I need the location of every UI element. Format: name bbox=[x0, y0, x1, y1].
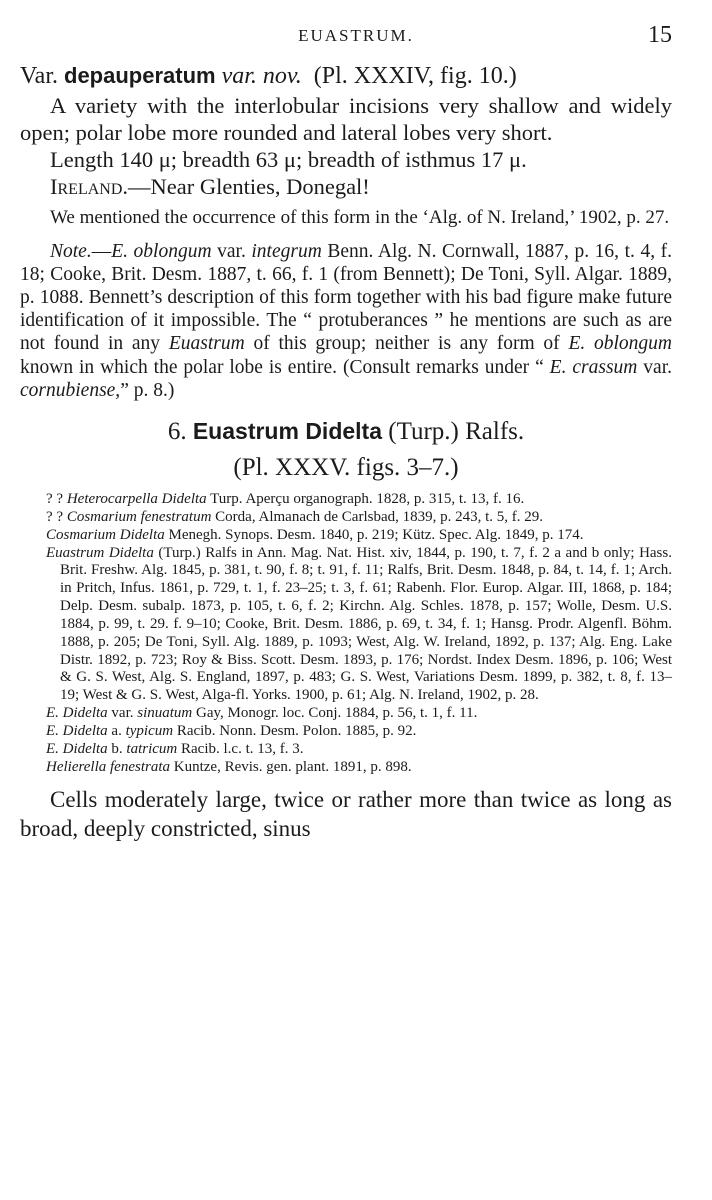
note-paragraph bbox=[20, 240, 672, 402]
variety-mention: We mentioned the occurrence of this form in the ‘Alg. of N. Ireland,’ 1902, p. 27. bbox=[50, 207, 670, 229]
synonymy-taxon: E. Didelta bbox=[46, 705, 108, 722]
synonymy-taxon: Euastrum Didelta bbox=[46, 544, 154, 561]
synonymy-citation: Racib. Nonn. Desm. Polon. 1885, p. 92. bbox=[173, 722, 417, 739]
variety-name: depauperatum bbox=[64, 63, 216, 88]
note-taxon: integrum bbox=[251, 240, 322, 262]
synonymy-entry bbox=[20, 741, 672, 759]
synonymy-citation: Racib. l.c. t. 13, f. 3. bbox=[177, 740, 304, 757]
synonymy-taxon: E. Didelta bbox=[46, 722, 108, 739]
synonymy-citation: a. bbox=[107, 722, 126, 739]
synonymy-taxon: Cosmarium fenestratum bbox=[66, 508, 212, 525]
locality-text: —Near Glenties, Donegal! bbox=[128, 174, 370, 200]
synonymy-citation: Corda, Almanach de Carlsbad, 1839, p. 243, t. 5, f. 29. bbox=[211, 508, 544, 525]
note-text: var. bbox=[211, 240, 252, 262]
locality-label: Ireland. bbox=[50, 174, 129, 200]
synonymy-list bbox=[20, 491, 672, 777]
variety-locality bbox=[20, 173, 672, 200]
synonymy-entry bbox=[20, 527, 672, 545]
synonymy-mark: ? ? bbox=[46, 508, 67, 525]
variety-prefix: Var. bbox=[20, 63, 64, 89]
note-text: ” p. 8.) bbox=[120, 379, 175, 401]
note-text: known in which the polar lobe is entire. (Consult remarks under “ bbox=[20, 356, 550, 378]
note-taxon: cornubiense, bbox=[20, 379, 121, 401]
synonymy-entry bbox=[20, 723, 672, 741]
synonymy-citation: var. bbox=[107, 705, 138, 722]
synonymy-taxon: typicum bbox=[125, 722, 174, 739]
species-heading bbox=[20, 416, 672, 449]
synonymy-entry bbox=[20, 759, 672, 777]
species-name: Euastrum Didelta bbox=[192, 417, 382, 444]
page-number: 15 bbox=[648, 22, 672, 48]
synonymy-taxon: Cosmarium Didelta bbox=[46, 526, 165, 543]
synonymy-taxon: Heterocarpella Didelta bbox=[66, 490, 207, 507]
note-taxon: E. oblongum bbox=[111, 240, 212, 262]
species-number: 6. bbox=[167, 417, 193, 445]
note-taxon: E. oblongum bbox=[568, 333, 672, 355]
note-dash: — bbox=[91, 240, 112, 262]
species-description: Cells moderately large, twice or rather more than twice as long as broad, deeply constricted, sinus bbox=[20, 787, 672, 841]
variety-plate-ref: (Pl. XXXIV, fig. 10.) bbox=[313, 63, 517, 89]
synonymy-entry bbox=[20, 509, 672, 527]
note-text: Benn. Alg. N. Cornwall, 1887, p. 16, t. 4, f. 18; Cooke, Brit. Desm. 1887, t. 66, f. 1 (from Bennett); De Toni, Syll. Algar. 1889, p. 1088. Bennett’s description of this form together with his bad figure make future identification of it impossible. The “ protuberances ” he mentions are such as are not found in any bbox=[20, 240, 672, 355]
variety-measurements: Length 140 μ; breadth 63 μ; breadth of isthmus 17 μ. bbox=[50, 147, 527, 173]
synonymy-taxon: sinuatum bbox=[137, 705, 193, 722]
page-body bbox=[20, 60, 672, 844]
synonymy-taxon: tatricum bbox=[126, 740, 178, 757]
note-taxon: Euastrum bbox=[168, 333, 245, 355]
species-plate-ref: (Pl. XXXV. figs. 3–7.) bbox=[233, 454, 459, 482]
note-text: var. bbox=[637, 356, 673, 378]
variety-qualifier: var. nov. bbox=[221, 63, 302, 89]
synonymy-taxon: Helierella fenestrata bbox=[46, 758, 170, 775]
note-taxon: E. crassum bbox=[549, 356, 638, 378]
synonymy-citation: b. bbox=[107, 740, 127, 757]
synonymy-citation: (Turp.) Ralfs in Ann. Mag. Nat. Hist. xiv, 1844, p. 190, t. 7, f. 2 a and b only; Hass. Brit. Freshw. Alg. 1845, p. 381, t. 90, f. 8; t. 91, f. 11; Ralfs, Brit. Desm. 1848, p. 84, t. 14, f. 1; Arch. in Pritch, Infus. 1861, p. 729, t. 1, f. 23–25; t. 3, f. 61; Rabenh. Flor. Europ. Algar. III, 1868, p. 184; Delp. Desm. subalp. 1873, p. 105, t. 6, f. 2; Kirchn. Alg. Schles. 1878, p. 157; Wolle, Desm. U.S. 1884, p. 99, t. 29. f. 9–10; Cooke, Brit. Desm. 1886, p. 69, t. 34, f. 1; Hansg. Prodr. Algenfl. Böhm. 1888, p. 205; De Toni, Syll. Alg. 1889, p. 1093; West, Alg. W. Ireland, 1892, p. 137; Alg. Eng. Lake Distr. 1892, p. 723; Roy & Biss. Scott. Desm. 1893, p. 176; Nordst. Index Desm. 1896, p. 106; West & G. S. West, Alg. S. England, 1897, p. 483; G. S. West, Variations Desm. 1899, p. 382, t. 8, f. 13–19; West & G. S. West, Alga-fl. Yorks. 1900, p. 61; Alg. N. Ireland, 1902, p. 28. bbox=[60, 544, 672, 704]
variety-heading bbox=[20, 60, 672, 92]
synonymy-entry bbox=[20, 545, 672, 706]
note-text: of this group; neither is any form of bbox=[244, 333, 569, 355]
note-label: Note. bbox=[50, 240, 92, 262]
synonymy-citation: Menegh. Synops. Desm. 1840, p. 219; Kütz. Spec. Alg. 1849, p. 174. bbox=[164, 526, 584, 543]
page-header bbox=[0, 22, 712, 52]
variety-description: A variety with the interlobular incisions very shallow and widely open; polar lobe more rounded and lateral lobes very short. bbox=[20, 93, 672, 146]
synonymy-citation: Kuntze, Revis. gen. plant. 1891, p. 898. bbox=[170, 758, 412, 775]
synonymy-taxon: E. Didelta bbox=[46, 740, 108, 757]
running-head: EUASTRUM. bbox=[298, 26, 414, 45]
synonymy-entry bbox=[20, 491, 672, 509]
species-authority: (Turp.) Ralfs. bbox=[382, 417, 525, 445]
synonymy-mark: ? ? bbox=[46, 490, 67, 507]
synonymy-entry bbox=[20, 705, 672, 723]
synonymy-citation: Turp. Aperçu organograph. 1828, p. 315, t. 13, f. 16. bbox=[206, 490, 525, 507]
synonymy-citation: Gay, Monogr. loc. Conj. 1884, p. 56, t. 1, f. 11. bbox=[192, 705, 478, 722]
